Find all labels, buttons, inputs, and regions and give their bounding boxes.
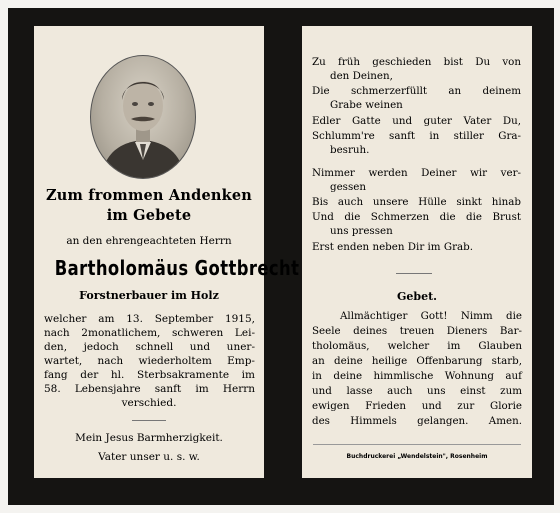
heading-line-2: im Gebete	[106, 207, 192, 224]
bio-line: fang der hl. Sterbsakramente im	[44, 369, 255, 381]
occupation-text: Forstnerbauer im Holz	[79, 289, 219, 302]
divider	[132, 420, 166, 421]
deceased-name: Bartholomäus Gottbrecht	[54, 256, 300, 280]
bio-line: verschied.	[121, 397, 177, 409]
bio-line: wartet, nach wiederholtem Emp-	[44, 355, 255, 367]
prayer-line: in deine himmlische Wohnung auf	[312, 370, 522, 382]
dedication-text: an den ehrengeachteten Herrn	[66, 235, 232, 247]
bio-line: nach 2monatlichem, schweren Lei-	[44, 327, 255, 339]
prayer-line: und lasse auch uns einst zum	[312, 385, 522, 397]
poem-line: Nimmer werden Deiner wir ver-	[312, 167, 521, 179]
poem-line: den Deinen,	[330, 70, 393, 82]
bio-line: den, jedoch schnell und uner-	[44, 341, 255, 353]
poem-line: besruh.	[330, 144, 370, 156]
prayer-line: ewigen Frieden und zur Glorie	[312, 400, 522, 412]
prayer-title: Gebet.	[397, 290, 437, 303]
prayer-line: an deine heilige Offenbarung starb,	[312, 355, 522, 367]
poem-line: Und die Schmerzen die die Brust	[312, 211, 521, 223]
divider	[396, 273, 432, 274]
poem-line: gessen	[330, 181, 366, 193]
poem-line: Bis auch unsere Hülle sinkt hinab	[312, 196, 521, 208]
closing-line-1: Mein Jesus Barmherzigkeit.	[75, 432, 223, 444]
portrait-photo	[90, 55, 196, 179]
printer-rule	[313, 444, 521, 445]
bio-line: welcher am 13. September 1915,	[44, 313, 255, 325]
prayer-line: des Himmels gelangen. Amen.	[312, 415, 522, 427]
poem-line: uns pressen	[330, 225, 393, 237]
bio-line: 58. Lebensjahre sanft im Herrn	[44, 383, 255, 395]
heading-line-1: Zum frommen Andenken	[45, 187, 253, 204]
poem-line: Schlumm're sanft in stiller Gra-	[312, 130, 521, 142]
closing-line-2: Vater unser u. s. w.	[98, 451, 200, 463]
prayer-line: tholomäus, welcher im Glauben	[312, 340, 522, 352]
poem-line: Erst enden neben Dir im Grab.	[312, 241, 473, 253]
poem-line: Edler Gatte und guter Vater Du,	[312, 115, 521, 127]
prayer-line: Seele deines treuen Dieners Bar-	[312, 325, 522, 337]
prayer-line: Allmächtiger Gott! Nimm die	[340, 310, 522, 322]
printer-imprint: Buchdruckerei „Wendelstein", Rosenheim	[346, 453, 488, 460]
poem-line: Grabe weinen	[330, 99, 403, 111]
poem-line: Zu früh geschieden bist Du von	[312, 56, 521, 68]
poem-line: Die schmerzerfüllt an deinem	[312, 85, 521, 97]
